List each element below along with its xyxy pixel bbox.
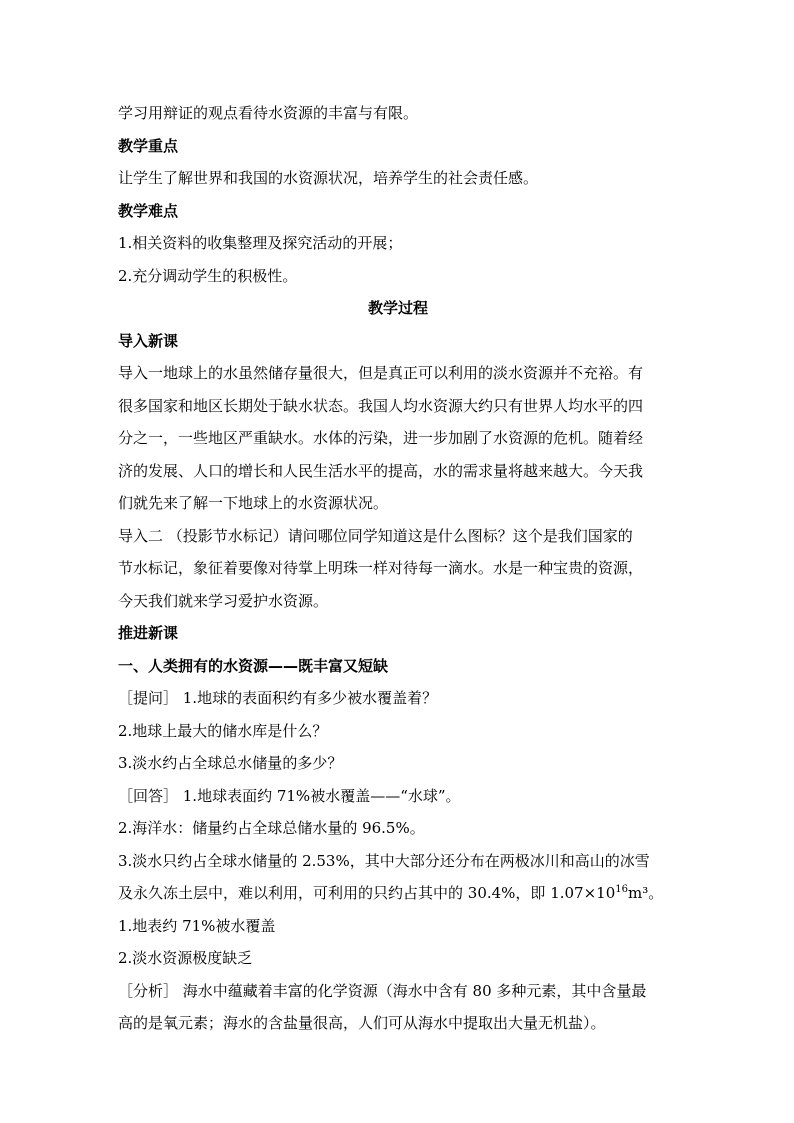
paragraph-line: 很多国家和地区长期处于缺水状态。我国人均水资源大约只有世界人均水平的四 bbox=[118, 396, 644, 415]
list-item: 1.相关资料的收集整理及探究活动的开展； bbox=[118, 234, 403, 252]
summary-line: 2.淡水资源极度缺乏 bbox=[118, 949, 253, 967]
question-line: 3.淡水约占全球总水储量的多少？ bbox=[118, 754, 343, 772]
analysis-line: 高的是氧元素；海水的含盐量很高，人们可从海水中提取出大量无机盐）。 bbox=[118, 1014, 606, 1032]
answer-line: 2.海洋水：储量约占全球总储水量的 96.5%。 bbox=[118, 819, 425, 837]
heading-difficulty: 教学难点 bbox=[118, 201, 179, 220]
heading-key-point: 教学重点 bbox=[118, 136, 179, 155]
heading-intro: 导入新课 bbox=[118, 331, 179, 350]
unit-text: m³。 bbox=[627, 884, 664, 902]
answer-line: 3.淡水只约占全球水储量的 2.53%，其中大部分还分布在两极冰川和高山的冰雪 bbox=[118, 851, 650, 870]
paragraph-line: 导入一地球上的水虽然储存量很大，但是真正可以利用的淡水资源并不充裕。有 bbox=[118, 364, 644, 382]
heading-section-1: 一、人类拥有的水资源——既丰富又短缺 bbox=[118, 656, 389, 675]
paragraph-line: 们就先来了解一下地球上的水资源状况。 bbox=[118, 494, 389, 512]
paragraph-line: 济的发展、人口的增长和人民生活水平的提高，水的需求量将越来越大。今天我 bbox=[118, 461, 644, 480]
question-line: 2.地球上最大的储水库是什么？ bbox=[118, 721, 328, 740]
heading-process: 教学过程 bbox=[367, 299, 428, 317]
paragraph-line: 今天我们就来学习爱护水资源。 bbox=[118, 591, 329, 610]
paragraph-line: 节水标记，象征着要像对待掌上明珠一样对待每一滴水。水是一种宝贵的资源， bbox=[118, 559, 644, 577]
document-body bbox=[118, 97, 678, 1040]
summary-line: 1.地表约 71%被水覆盖 bbox=[118, 916, 276, 935]
paragraph-line: 让学生了解世界和我国的水资源状况，培养学生的社会责任感。 bbox=[118, 169, 539, 187]
paragraph-line: 分之一，一些地区严重缺水。水体的污染，进一步加剧了水资源的危机。随着经 bbox=[118, 429, 644, 447]
answer-text: 及永久冻土层中，难以利用，可利用的只约占其中的 30.4%，即 1.07×10 bbox=[118, 884, 616, 902]
paragraph-line: 学习用辩证的观点看待水资源的丰富与有限。 bbox=[118, 104, 419, 122]
answer-line: ［回答］ 1.地球表面约 71%被水覆盖——“水球”。 bbox=[118, 786, 461, 805]
analysis-line: ［分析］ 海水中蕴藏着丰富的化学资源（海水中含有 80 多种元素，其中含量最 bbox=[118, 981, 647, 1000]
question-line: ［提问］ 1.地球的表面积约有多少被水覆盖着？ bbox=[118, 689, 438, 707]
heading-advance: 推进新课 bbox=[118, 624, 179, 642]
answer-line bbox=[118, 877, 678, 910]
paragraph-line: 导入二 （投影节水标记）请问哪位同学知道这是什么图标？这个是我们国家的 bbox=[118, 526, 633, 545]
exponent: 16 bbox=[615, 884, 628, 895]
list-item: 2.充分调动学生的积极性。 bbox=[118, 266, 298, 285]
